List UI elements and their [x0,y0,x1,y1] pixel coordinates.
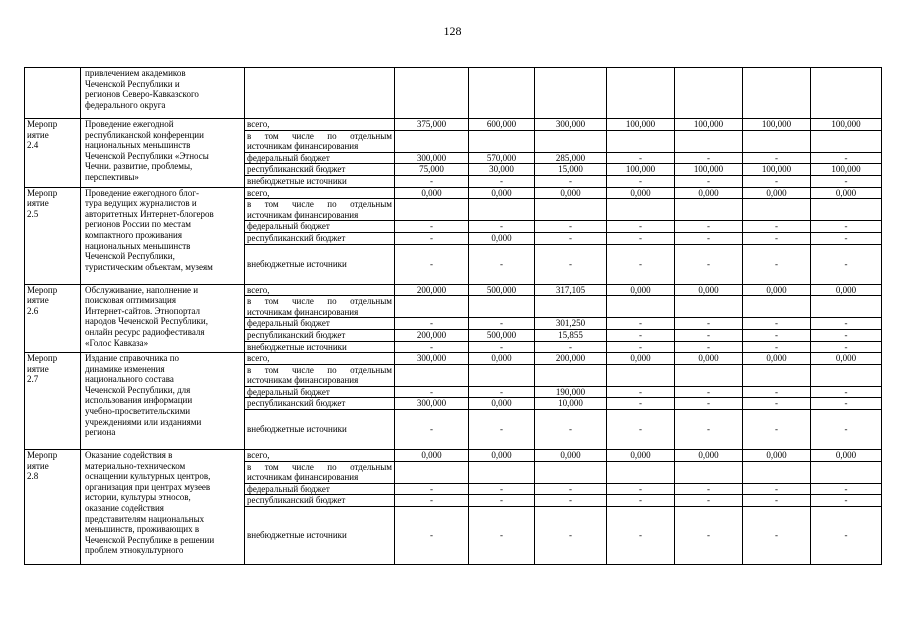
value-cell: - [811,244,882,284]
value-cell: - [675,507,743,565]
value-cell: 500,000 [469,284,535,296]
funding-source-cell: внебюджетные источники [245,341,395,353]
value-cell: 500,000 [469,329,535,341]
value-cell [395,296,469,318]
value-cell: - [469,386,535,398]
value-cell: - [395,410,469,450]
activity-description-line: компактного проживания [85,229,182,240]
value-cell: 15,855 [535,329,607,341]
value-cell: 285,000 [535,152,607,164]
value-cell: - [675,175,743,187]
funding-source-cell: всего, [245,450,395,462]
value-cell: - [743,495,811,507]
value-cell: 30,000 [469,164,535,176]
value-cell: - [811,398,882,410]
value-cell [395,364,469,386]
value-cell: 100,000 [675,164,743,176]
activity-description-cell [81,353,245,450]
value-cell: 300,000 [395,398,469,410]
table-row [25,68,882,119]
activity-description-line: Чеченской Республике в решении [85,534,215,545]
source-cell [245,68,395,119]
table-row [25,450,882,462]
value-cell: 570,000 [469,152,535,164]
funding-source-cell: в том числе по отдельным источникам финансирования [245,364,395,386]
value-cell [395,199,469,221]
description-line: Чеченской Республики и [85,78,180,89]
value-cell: - [607,495,675,507]
value-cell: - [607,410,675,450]
value-cell: - [743,318,811,330]
funding-source-cell: всего, [245,284,395,296]
funding-source-cell: республиканский бюджет [245,398,395,410]
value-cell: - [395,386,469,398]
activity-code-line: Меропр [27,450,58,461]
value-cell: - [743,175,811,187]
value-cell: - [535,175,607,187]
value-cell: - [811,175,882,187]
value-cell: 375,000 [395,119,469,131]
activity-description-line: Чеченской Республики «Этносы [85,150,209,161]
activity-description-line: национальных меньшинств [85,240,191,251]
value-cell: - [675,495,743,507]
value-cell: - [743,244,811,284]
activity-code-line: иятие [27,363,49,374]
funding-source-cell: федеральный бюджет [245,483,395,495]
value-cell: 0,000 [743,353,811,365]
value-cell: 0,000 [607,284,675,296]
value-cell: - [607,232,675,244]
funding-source-cell: федеральный бюджет [245,152,395,164]
activity-code-line: 2.5 [27,208,39,219]
value-cell [607,461,675,483]
funding-source-cell: федеральный бюджет [245,386,395,398]
value-cell [535,461,607,483]
activity-description-cell [81,284,245,353]
value-cell [743,130,811,152]
activity-description-cell [81,119,245,188]
value-cell: - [743,152,811,164]
value-cell: 0,000 [469,353,535,365]
value-cell [607,296,675,318]
table-row [25,284,882,296]
activity-description-line: Оказание содействия в [85,450,173,461]
value-cell: 0,000 [675,353,743,365]
value-cell [811,130,882,152]
value-cell [675,364,743,386]
activity-code-line: Меропр [27,119,58,129]
value-cell: - [607,152,675,164]
value-cell: 0,000 [675,450,743,462]
value-cell [743,199,811,221]
value-cell: - [535,483,607,495]
value-cell: - [675,410,743,450]
funding-source-cell: федеральный бюджет [245,221,395,233]
value-cell: 0,000 [811,353,882,365]
activity-description-line: истории, культуры этносов, [85,492,191,503]
activity-code-line: 2.6 [27,305,39,316]
value-cell: - [743,221,811,233]
activity-description-line: Чечни. развитие, проблемы, [85,161,193,172]
value-cell [811,461,882,483]
value-cell: - [743,483,811,495]
value-cell: - [811,329,882,341]
funding-source-cell: республиканский бюджет [245,232,395,244]
activity-description-line: оказание содействия [85,503,164,514]
value-cell [607,130,675,152]
value-cell [811,199,882,221]
value-cell: - [395,483,469,495]
activity-code-line: Меропр [27,187,58,198]
table-row [25,187,882,199]
value-cell: - [607,507,675,565]
value-cell: - [469,483,535,495]
value-cell [743,364,811,386]
value-cell: 75,000 [395,164,469,176]
value-cell: 0,000 [675,187,743,199]
activity-code-cell [25,450,81,565]
value-cell: - [743,232,811,244]
activity-description-line: меньшинств, проживающих в [85,524,200,535]
value-cell: 100,000 [743,164,811,176]
value-cell: 100,000 [607,119,675,131]
value-cell [535,68,607,119]
funding-source-cell: всего, [245,187,395,199]
description-line: привлечением академиков [85,68,186,78]
value-cell [743,296,811,318]
activity-description-line: оснащении культурных центров, [85,471,211,482]
value-cell: - [535,507,607,565]
value-cell: - [607,483,675,495]
value-cell: - [743,329,811,341]
value-cell: 100,000 [811,164,882,176]
value-cell: - [811,495,882,507]
activity-description-line: регионов России по местам [85,219,191,230]
value-cell: 0,000 [743,187,811,199]
value-cell: - [469,507,535,565]
funding-source-cell: всего, [245,353,395,365]
value-cell: - [395,507,469,565]
value-cell: - [607,244,675,284]
value-cell: - [535,341,607,353]
activity-code-line: 2.7 [27,374,39,385]
value-cell: - [535,495,607,507]
table-body [25,68,882,565]
value-cell: 200,000 [395,329,469,341]
value-cell: - [395,175,469,187]
value-cell: 0,000 [811,450,882,462]
activity-description-line: организация при центрах музеев [85,481,211,492]
activity-code-line: иятие [27,129,49,140]
value-cell: 0,000 [743,450,811,462]
activity-code-line: иятие [27,460,49,471]
activity-description-line: Интернет-сайтов. Этнопортал [85,305,200,316]
value-cell: - [535,410,607,450]
value-cell: - [535,232,607,244]
value-cell: 0,000 [607,450,675,462]
value-cell: 0,000 [395,187,469,199]
value-cell: - [469,341,535,353]
value-cell: 190,000 [535,386,607,398]
activity-code-line: 2.4 [27,140,39,151]
activity-description-line: онлайн ресурс радиофестиваля [85,326,205,337]
activity-description-line: «Голос Кавказа» [85,337,149,348]
value-cell [395,68,469,119]
value-cell: 10,000 [535,398,607,410]
value-cell: - [607,398,675,410]
value-cell [675,461,743,483]
value-cell: - [811,483,882,495]
value-cell: 0,000 [469,450,535,462]
activity-code-line: Меропр [27,353,58,364]
activity-description-line: национального состава [85,374,174,385]
value-cell: 200,000 [395,284,469,296]
value-cell [607,364,675,386]
value-cell [395,130,469,152]
funding-source-cell: республиканский бюджет [245,329,395,341]
value-cell: 0,000 [469,398,535,410]
value-cell [535,364,607,386]
funding-source-cell: внебюджетные источники [245,175,395,187]
activity-description-line: Проведение ежегодной [85,119,174,129]
activity-description-line: динамике изменения [85,363,165,374]
value-cell: 0,000 [469,232,535,244]
value-cell: - [607,318,675,330]
funding-source-cell: внебюджетные источники [245,410,395,450]
activity-description-line: перспективы» [85,171,139,182]
value-cell: - [675,318,743,330]
value-cell [743,68,811,119]
activity-code-cell [25,119,81,188]
value-cell [469,296,535,318]
value-cell: - [607,221,675,233]
value-cell: - [675,221,743,233]
value-cell: - [811,410,882,450]
value-cell: 100,000 [743,119,811,131]
activity-description-line: Обслуживание, наполнение и [85,284,199,295]
value-cell: - [675,483,743,495]
value-cell: - [811,318,882,330]
value-cell: - [811,507,882,565]
activity-code-line: 2.8 [27,471,39,482]
table-row [25,119,882,131]
value-cell: - [607,329,675,341]
activity-description-line: поисковая оптимизация [85,295,176,306]
value-cell: - [607,386,675,398]
value-cell: - [811,221,882,233]
activity-description-cell [81,187,245,284]
page-number: 128 [443,24,462,38]
value-cell: - [675,341,743,353]
value-cell: - [675,386,743,398]
table-row [25,353,882,365]
activity-description-line: учреждениями или изданиями [85,416,202,427]
value-cell: - [469,495,535,507]
value-cell [607,199,675,221]
value-cell: - [811,152,882,164]
value-cell: 300,000 [395,152,469,164]
description-line: регионов Северо-Кавказского [85,89,199,100]
value-cell: - [811,386,882,398]
value-cell: 300,000 [535,119,607,131]
activity-description-line: использования информации [85,395,193,406]
value-cell [743,461,811,483]
value-cell [811,364,882,386]
value-cell: 600,000 [469,119,535,131]
value-cell [469,199,535,221]
value-cell: 301,250 [535,318,607,330]
value-cell: 0,000 [743,284,811,296]
value-cell: - [743,398,811,410]
value-cell: 0,000 [675,284,743,296]
value-cell: 0,000 [395,450,469,462]
value-cell [675,130,743,152]
value-cell: - [395,318,469,330]
activity-description-line: региона [85,427,116,438]
activity-code-line: Меропр [27,284,58,295]
value-cell: - [811,232,882,244]
funding-source-cell: республиканский бюджет [245,164,395,176]
activity-description-line: Проведение ежегодного блог- [85,187,199,198]
value-cell [469,461,535,483]
value-cell [535,296,607,318]
value-cell: - [675,232,743,244]
value-cell: 15,000 [535,164,607,176]
activity-description-line: учебно-просветительскими [85,406,191,417]
value-cell: - [395,244,469,284]
value-cell: - [395,495,469,507]
activity-code-line: иятие [27,295,49,306]
value-cell: 0,000 [535,450,607,462]
value-cell: - [675,398,743,410]
value-cell: 200,000 [535,353,607,365]
value-cell [469,130,535,152]
activity-description-cell [81,450,245,565]
value-cell [535,199,607,221]
activity-description-line: тура ведущих журналистов и [85,198,197,209]
value-cell: 0,000 [811,284,882,296]
value-cell: - [675,152,743,164]
funding-source-cell: внебюджетные источники [245,244,395,284]
activity-description-line: туристическим объектам, музеям [85,261,213,272]
description-line: федерального округа [85,99,166,110]
value-cell: - [469,244,535,284]
value-cell: 0,000 [469,187,535,199]
activity-code-cell [25,284,81,353]
value-cell: - [395,221,469,233]
value-cell [675,296,743,318]
funding-source-cell: республиканский бюджет [245,495,395,507]
value-cell [607,68,675,119]
value-cell: - [469,221,535,233]
value-cell: - [675,329,743,341]
value-cell [469,364,535,386]
activity-code-cell [25,353,81,450]
value-cell [395,461,469,483]
value-cell: - [675,244,743,284]
funding-source-cell: в том числе по отдельным источникам финансирования [245,199,395,221]
value-cell: - [607,341,675,353]
description-cell [81,68,245,119]
code-cell [25,68,81,119]
value-cell: 0,000 [535,187,607,199]
value-cell: - [743,341,811,353]
value-cell [675,68,743,119]
activity-description-line: Чеченской Республики, [85,251,175,262]
value-cell [811,296,882,318]
funding-source-cell: внебюджетные источники [245,507,395,565]
value-cell [811,68,882,119]
value-cell [469,68,535,119]
activity-description-line: проблем этнокультурного [85,545,184,556]
value-cell: - [743,386,811,398]
value-cell: - [469,175,535,187]
value-cell: - [607,175,675,187]
value-cell: - [811,341,882,353]
activity-description-line: представителям национальных [85,513,205,524]
value-cell: 0,000 [607,187,675,199]
activity-description-line: материально-техническом [85,460,186,471]
value-cell: - [469,410,535,450]
activity-description-line: Чеченской Республики, для [85,384,191,395]
value-cell: 100,000 [811,119,882,131]
activity-description-line: национальных меньшинств [85,140,191,151]
value-cell: 317,105 [535,284,607,296]
funding-source-cell: всего, [245,119,395,131]
activity-code-line: иятие [27,198,49,209]
value-cell: - [535,244,607,284]
value-cell: 100,000 [675,119,743,131]
funding-table [24,67,882,565]
activity-code-cell [25,187,81,284]
funding-source-cell: в том числе по отдельным источникам финансирования [245,130,395,152]
value-cell: - [395,232,469,244]
funding-source-cell: в том числе по отдельным источникам финансирования [245,296,395,318]
activity-description-line: народов Чеченской Республики, [85,316,208,327]
funding-source-cell: федеральный бюджет [245,318,395,330]
value-cell: - [743,507,811,565]
value-cell: 100,000 [607,164,675,176]
value-cell: - [395,341,469,353]
value-cell: 0,000 [811,187,882,199]
activity-description-line: республиканской конференции [85,129,204,140]
value-cell: - [743,410,811,450]
value-cell: 300,000 [395,353,469,365]
funding-source-cell: в том числе по отдельным источникам финансирования [245,461,395,483]
value-cell: - [535,221,607,233]
value-cell [535,130,607,152]
value-cell: - [469,318,535,330]
activity-description-line: авторитетных Интернет-блогеров [85,208,214,219]
activity-description-line: Издание справочника по [85,353,180,364]
value-cell: 0,000 [607,353,675,365]
value-cell [675,199,743,221]
